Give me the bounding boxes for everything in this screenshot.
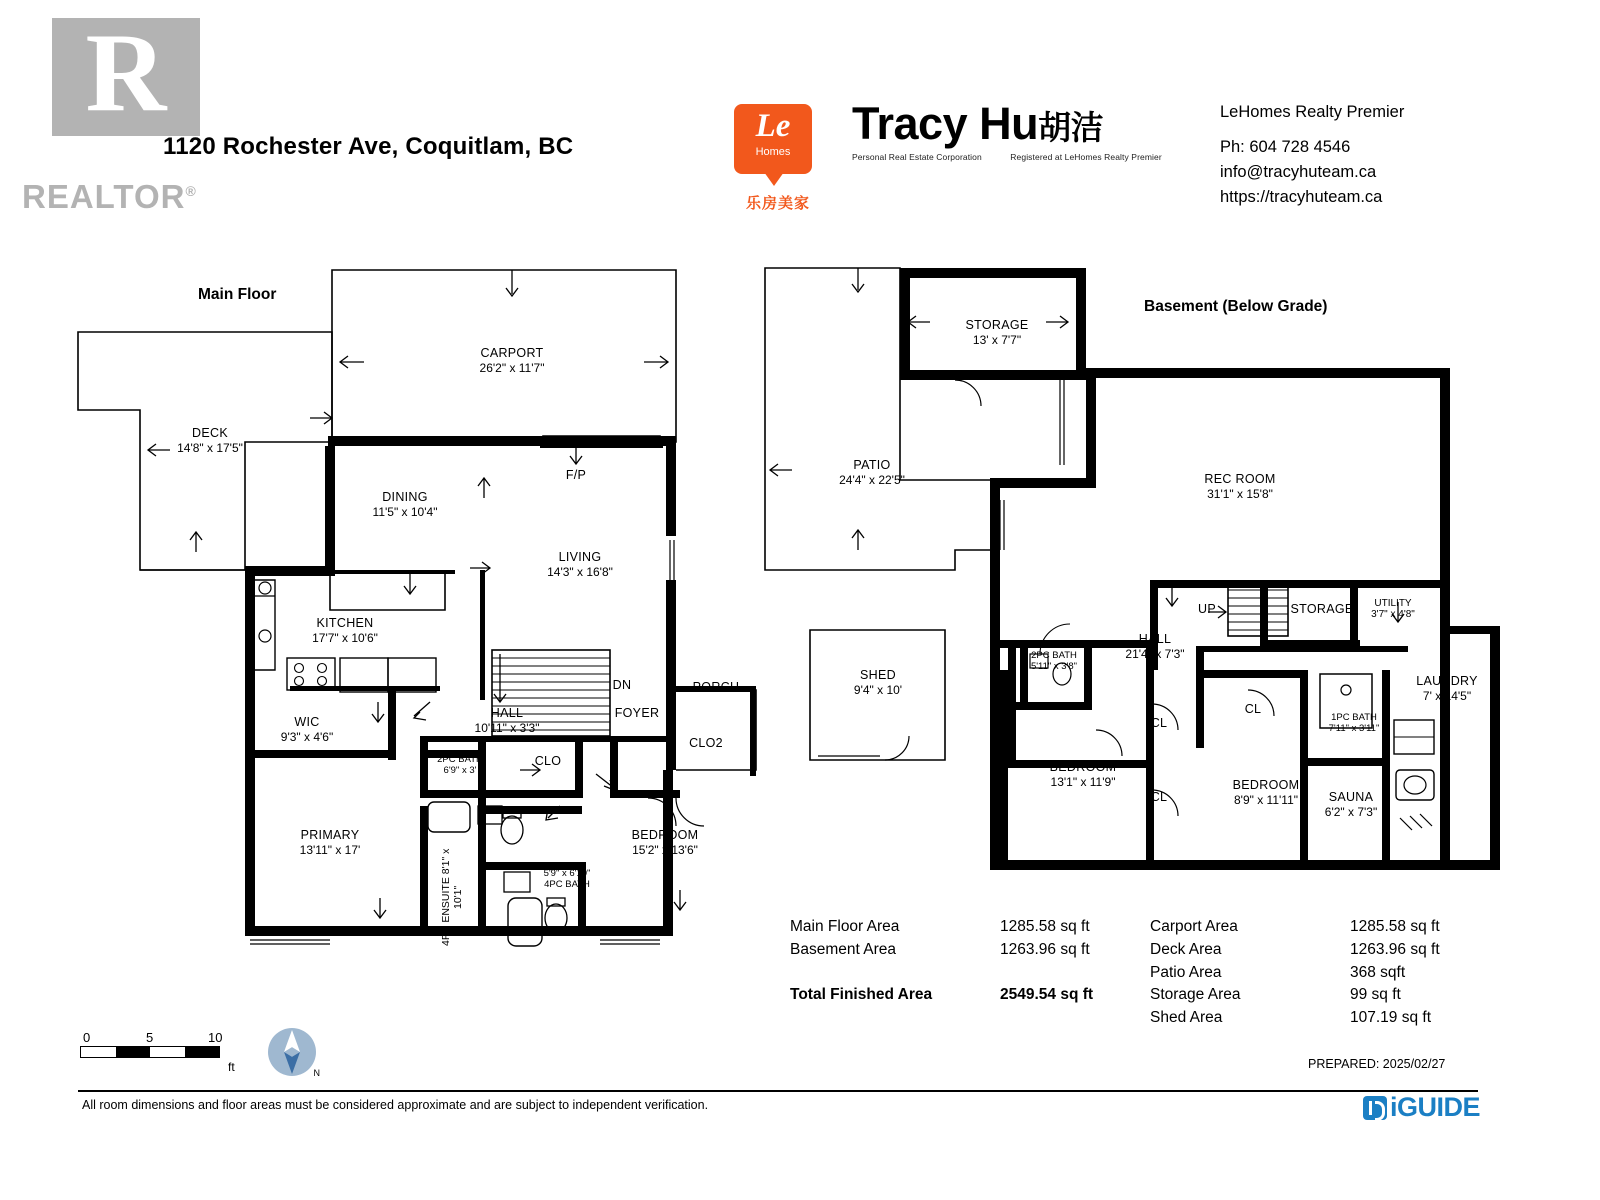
room-dining: DINING 11'5" x 10'4" [372,490,438,519]
room-rec-room: REC ROOM 31'1" x 15'8" [1204,472,1276,501]
room-carport: CARPORT 26'2" x 11'7" [479,346,545,375]
lehomes-logo [722,104,834,226]
room-porch: PORCH [692,680,740,694]
phone-number: Ph: 604 728 4546 [1220,138,1351,156]
room-deck: DECK 14'8" x 17'5" [177,426,243,455]
area-value-total: 2549.54 sq ft [1000,986,1094,1003]
room-2pc-bath-main: 2PC BATH 6'9" x 3' [437,754,483,776]
agent-sub-corp: Personal Real Estate Corporation [852,152,982,162]
lehomes-chinese-text: 乐房美家 [745,195,810,212]
lehomes-badge [734,104,812,174]
contact-block [1220,100,1404,210]
room-fireplace: F/P [565,468,587,482]
area-label-patio: Patio Area [1150,964,1222,981]
area-value-carport: 1285.58 sq ft [1350,918,1440,935]
iguide-wordmark: iGUIDE [1389,1092,1480,1122]
closet-label-1: CL [1244,702,1262,716]
room-sauna: SAUNA 6'2" x 7'3" [1324,790,1378,819]
closet-label-3: CL [1150,716,1168,730]
area-value-deck: 1263.96 sq ft [1350,941,1440,958]
area-label-basement: Basement Area [790,941,896,958]
scale-unit: ft [228,1060,235,1074]
area-label-storage: Storage Area [1150,986,1241,1003]
agent-sub-registered: Registered at LeHomes Realty Premier [1010,152,1162,162]
closet-label-2: CL [1150,790,1168,804]
room-storage-upper: STORAGE 13' x 7'7" [965,318,1029,347]
room-living: LIVING 14'3" x 16'8" [547,550,613,579]
brokerage-name: LeHomes Realty Premier [1220,103,1405,121]
area-summary [790,915,1510,1029]
realtor-r-mark: R [52,18,200,136]
room-4pc-bath: 5'9" x 6'10" 4PC BATH [543,868,591,890]
room-clo-hall: CLO [534,754,562,768]
agent-name: Tracy Hu胡洁 [852,98,1104,149]
area-value-storage: 99 sq ft [1350,986,1401,1003]
room-kitchen: KITCHEN 17'7" x 10'6" [312,616,378,645]
area-value-shed: 107.19 sq ft [1350,1009,1432,1026]
area-label-main-floor: Main Floor Area [790,918,900,935]
email-address: info@tracyhuteam.ca [1220,163,1377,181]
iguide-icon [1363,1096,1387,1120]
prepared-date: PREPARED: 2025/02/27 [1308,1057,1446,1071]
area-value-basement: 1263.96 sq ft [1000,941,1090,958]
scale-tick-0: 0 [83,1030,91,1045]
room-shed: SHED 9'4" x 10' [853,668,903,697]
main-floor-title: Main Floor [198,286,277,303]
room-1pc-bath: 1PC BATH 7'11" x 3'11" [1328,712,1380,734]
room-utility: UTILITY 3'7" x 4'8" [1371,598,1415,620]
lehomes-le-text: Le [755,108,791,144]
scale-tick-10: 10 [208,1030,223,1045]
room-4pc-ensuite: 4PC ENSUITE 8'1" x 10'1" [440,848,464,946]
room-bedroom-1: BEDROOM 13'1" x 11'9" [1049,760,1117,789]
room-wic: WIC 9'3" x 4'6" [280,715,334,744]
scale-bar-graphic [80,1046,220,1058]
agent-subtitles [852,152,1162,162]
agent-brand [852,98,1162,162]
realtor-logo [22,11,232,223]
scale-tick-5: 5 [146,1030,154,1045]
room-bedroom-main: BEDROOM 15'2" x 13'6" [631,828,699,857]
room-clo-foyer: CLO2 [689,736,723,750]
compass-rose [268,1028,320,1078]
room-foyer: FOYER [614,706,660,720]
iguide-logo [1363,1092,1480,1123]
website-url: https://tracyhuteam.ca [1220,188,1383,206]
area-value-patio: 368 sqft [1350,964,1406,981]
area-label-carport: Carport Area [1150,918,1238,935]
stairs-down-label: DN [612,678,632,692]
footer-divider [78,1090,1478,1092]
area-label-shed: Shed Area [1150,1009,1223,1026]
room-laundry: LAUNDRY 7' x 14'5" [1416,674,1478,703]
stairs-up-label: UP [1198,602,1216,616]
room-primary: PRIMARY 13'11" x 17' [299,828,361,857]
compass-north-label: N [313,1068,320,1078]
basement-title: Basement (Below Grade) [1144,298,1328,315]
area-value-main-floor: 1285.58 sq ft [1000,918,1090,935]
room-hall-main: HALL 10'11" x 3'3" [474,706,540,735]
realtor-wordmark: REALTOR® [22,178,197,215]
lehomes-homes-text: Homes [755,146,791,158]
room-hall-basement: HALL 21'4" x 7'3" [1125,632,1185,661]
room-bedroom-2: BEDROOM 8'9" x 11'11" [1232,778,1300,807]
property-address: 1120 Rochester Ave, Coquitlam, BC [163,133,574,160]
room-storage-basement: STORAGE [1290,602,1354,616]
area-label-total: Total Finished Area [790,986,933,1003]
disclaimer-text: All room dimensions and floor areas must be considered approximate and are subject to independent verification. [82,1098,709,1112]
room-patio: PATIO 24'4" x 22'5" [839,458,905,487]
room-2pc-bath-basement: 2PC BATH 5'11" x 3'8" [1030,650,1078,672]
area-label-deck: Deck Area [1150,941,1222,958]
